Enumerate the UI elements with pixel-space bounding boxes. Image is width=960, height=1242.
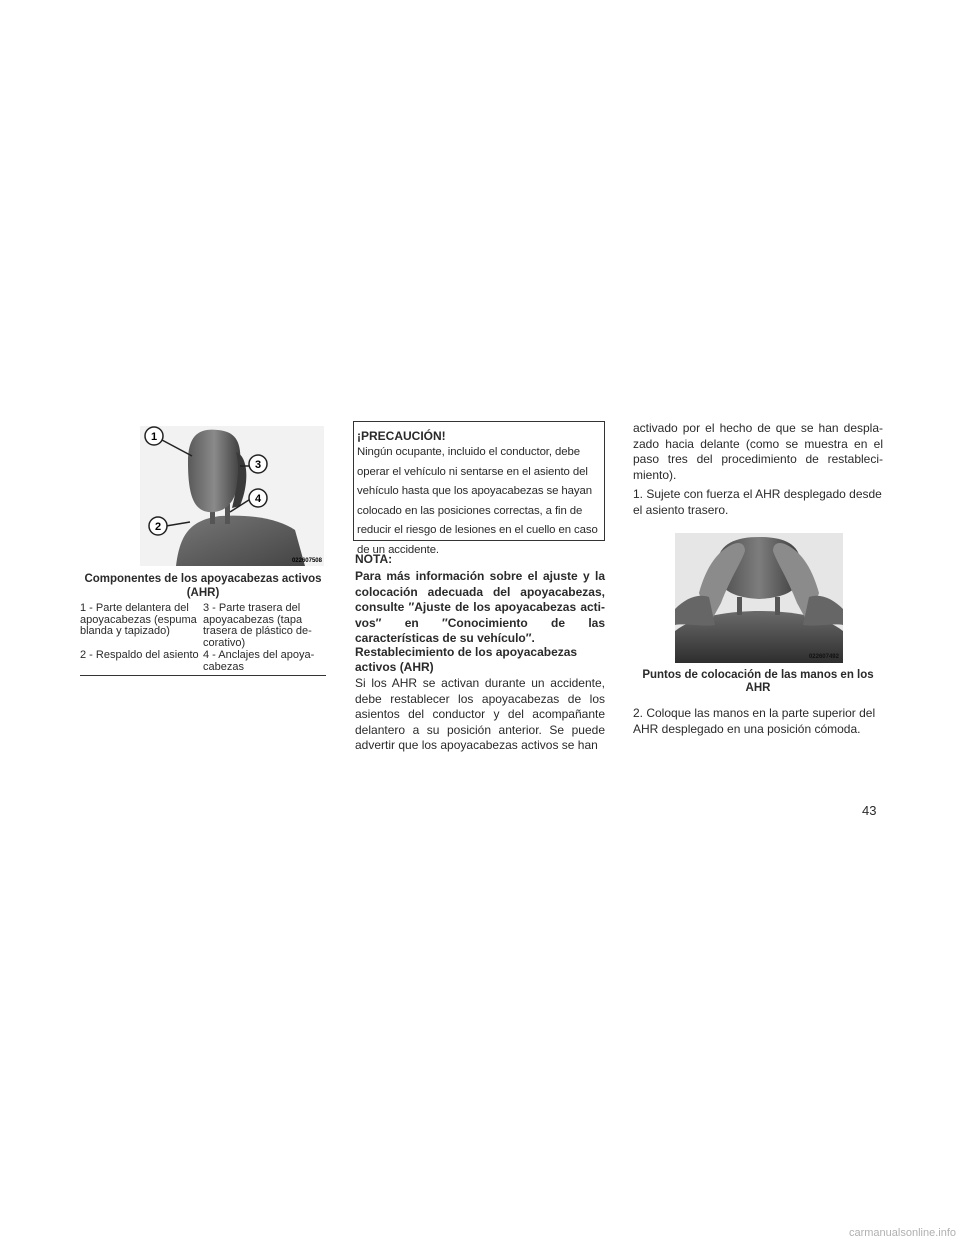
note-body: Para más información sobre el ajuste y la colocación adecuada del apoyacabezas, consulte ″Ajuste de los apoyacabezas acti-vos″ en ″Conocimiento de las características de su vehículo″. [355,569,605,645]
continued-paragraph: activado por el hecho de que se han despla-zado hacia delante (como se muestra en el paso tres del procedimiento de restableci-miento). [633,421,883,482]
legend-row [80,650,326,673]
step-1: 1. Sujete con fuerza el AHR desplegado desde el asiento trasero. [633,487,882,517]
legend-item-1: 1 - Parte delantera del apoyacabezas (espuma blanda y tapizado) [80,602,197,637]
figure1-caption: Componentes de los apoyacabezas activos (AHR) [84,573,322,599]
step-2: 2. Coloque las manos en la parte superior del AHR desplegado en una posición cómoda. [633,706,876,736]
section-heading: Restablecimiento de los apoyacabezas activos (AHR) [355,645,578,674]
hand-placement-figure [675,533,843,663]
callout-1: 1 [150,431,158,443]
legend-row [80,603,326,649]
legend-item-4: 4 - Anclajes del apoya-cabezas [203,649,315,673]
callout-2: 2 [154,521,162,533]
figure1-code: 022607508 [291,558,322,564]
legend-item-3: 3 - Parte trasera del apoyacabezas (tapa trasera de plástico de-corativo) [203,602,312,649]
note-title: NOTA: [355,552,393,566]
headrest-components-figure [80,422,326,566]
page-number: 43 [862,803,877,818]
caution-box [353,421,605,556]
figure1-legend [80,603,326,673]
legend-divider [80,675,326,676]
callout-4: 4 [254,493,262,505]
callout-3: 3 [254,459,262,471]
watermark: carmanualsonline.info [848,1227,956,1239]
section-body: Si los AHR se activan durante un accidente, debe restablecer los apoyacabezas de los asientos del conductor y del acompañante delantero a su posición anterior. Se puede advertir que los apoyacabezas activos se han [355,676,605,752]
caution-title: ¡PRECAUCIÓN! [357,429,446,443]
legend-item-2: 2 - Respaldo del asiento [80,649,199,661]
caution-body: Ningún ocupante, incluido el conductor, debe operar el vehículo ni sentarse en el asiento del vehículo hasta que los apoyacabezas se hayan colocado en las posiciones correctas, a fin de reducir el riesgo de lesiones en el cuello en caso de un accidente. [357,446,598,556]
figure2-code: 022607492 [808,654,839,660]
figure2-caption: Puntos de colocación de las manos en los AHR [642,669,874,694]
